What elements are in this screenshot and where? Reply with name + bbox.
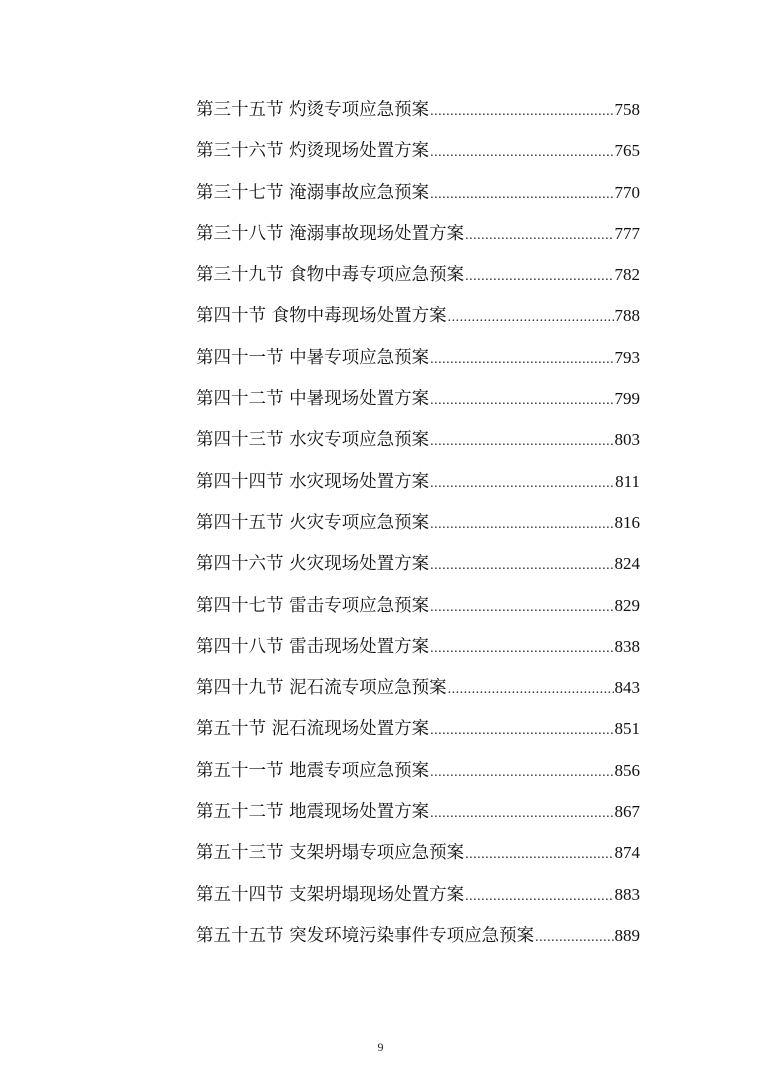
toc-dot-leader	[465, 881, 613, 911]
toc-section-title: 支架坍塌现场处置方案	[289, 884, 465, 905]
toc-entry	[196, 179, 640, 220]
toc-entry-title	[196, 96, 429, 124]
toc-entry	[196, 633, 640, 674]
toc-entry	[196, 509, 640, 550]
toc-page-number: 874	[614, 843, 640, 863]
toc-page-number: 867	[614, 802, 640, 822]
toc-section-title: 泥石流专项应急预案	[289, 678, 447, 699]
toc-entry-title	[196, 468, 429, 496]
toc-entry-title	[196, 633, 429, 661]
toc-section-title: 中暑现场处置方案	[289, 389, 430, 410]
toc-entry-title	[196, 344, 429, 372]
toc-page-number: 793	[614, 347, 640, 367]
toc-section-number: 第五十一节	[196, 760, 284, 781]
toc-dot-leader	[430, 592, 613, 622]
toc-section-number: 第四十二节	[196, 389, 284, 410]
toc-dot-leader	[430, 757, 613, 787]
toc-entry-title	[196, 302, 447, 330]
toc-entry	[196, 302, 640, 343]
toc-section-number: 第三十六节	[196, 141, 284, 162]
toc-page-number: 838	[614, 636, 640, 656]
toc-page-number: 799	[614, 389, 640, 409]
toc-entry	[196, 922, 640, 963]
toc-page-number: 777	[614, 223, 640, 243]
toc-entry	[196, 881, 640, 922]
toc-dot-leader	[465, 839, 613, 869]
toc-dot-leader	[430, 344, 613, 374]
toc-section-number: 第五十五节	[196, 925, 284, 946]
toc-entry-title	[196, 798, 429, 826]
toc-dot-leader	[465, 220, 613, 250]
toc-entry-title	[196, 839, 464, 867]
toc-section-title: 雷击现场处置方案	[289, 636, 430, 657]
toc-section-title: 火灾专项应急预案	[289, 512, 430, 533]
toc-entry-title	[196, 179, 429, 207]
toc-section-number: 第四十七节	[196, 595, 284, 616]
toc-section-title: 水灾专项应急预案	[289, 430, 430, 451]
toc-page-number: 816	[614, 512, 640, 532]
toc-dot-leader	[430, 798, 613, 828]
toc-section-number: 第四十九节	[196, 678, 284, 699]
toc-page-number: 856	[614, 760, 640, 780]
toc-section-number: 第五十二节	[196, 802, 284, 823]
toc-entry	[196, 220, 640, 261]
toc-entry	[196, 674, 640, 715]
toc-section-number: 第四十节	[196, 306, 266, 327]
toc-entry-title	[196, 550, 429, 578]
toc-dot-leader	[535, 922, 613, 952]
toc-section-title: 地震专项应急预案	[289, 760, 430, 781]
toc-entry	[196, 96, 640, 137]
toc-dot-leader	[430, 550, 613, 580]
toc-section-title: 中暑专项应急预案	[289, 347, 430, 368]
toc-dot-leader	[430, 179, 613, 209]
toc-entry-title	[196, 509, 429, 537]
toc-entry-title	[196, 881, 464, 909]
toc-dot-leader	[448, 302, 614, 332]
toc-section-number: 第四十三节	[196, 430, 284, 451]
toc-entry-title	[196, 385, 429, 413]
toc-section-title: 火灾现场处置方案	[289, 554, 430, 575]
toc-dot-leader	[430, 426, 613, 456]
toc-entry-title	[196, 715, 429, 743]
toc-section-number: 第四十八节	[196, 636, 284, 657]
toc-section-number: 第五十节	[196, 719, 266, 740]
toc-entry-title	[196, 674, 447, 702]
toc-dot-leader	[430, 96, 613, 126]
toc-entry-title	[196, 261, 464, 289]
toc-dot-leader	[465, 261, 613, 291]
toc-section-number: 第三十八节	[196, 223, 284, 244]
toc-section-title: 灼烫专项应急预案	[289, 100, 430, 120]
toc-section-number: 第四十四节	[196, 471, 284, 492]
toc-page-number: 758	[614, 100, 640, 119]
toc-section-title: 食物中毒专项应急预案	[289, 265, 465, 286]
toc-entry	[196, 757, 640, 798]
toc-entry	[196, 715, 640, 756]
toc-entry-title	[196, 426, 429, 454]
toc-section-title: 淹溺事故应急预案	[289, 182, 430, 203]
toc-section-number: 第三十七节	[196, 182, 284, 203]
toc-entry	[196, 798, 640, 839]
toc-page-number: 889	[614, 925, 640, 945]
toc-section-number: 第三十五节	[196, 100, 284, 120]
toc-dot-leader	[430, 385, 613, 415]
toc-section-title: 灼烫现场处置方案	[289, 141, 430, 162]
toc-page-number: 843	[614, 678, 640, 698]
toc-dot-leader	[430, 468, 614, 498]
toc-entry	[196, 468, 640, 509]
toc-section-title: 淹溺事故现场处置方案	[289, 223, 465, 244]
toc-entry-title	[196, 592, 429, 620]
toc-section-number: 第四十六节	[196, 554, 284, 575]
toc-section-title: 支架坍塌专项应急预案	[289, 843, 465, 864]
toc-section-title: 地震现场处置方案	[289, 802, 430, 823]
toc-entry	[196, 137, 640, 178]
toc-entry-title	[196, 757, 429, 785]
toc-entry	[196, 261, 640, 302]
toc-section-title: 食物中毒现场处置方案	[271, 306, 447, 327]
toc-entry	[196, 839, 640, 880]
toc-dot-leader	[430, 509, 613, 539]
toc-dot-leader	[430, 137, 613, 167]
toc-page-number: 824	[614, 554, 640, 574]
toc-page-number: 770	[614, 182, 640, 202]
toc-page-number: 829	[614, 595, 640, 615]
toc-section-title: 泥石流现场处置方案	[271, 719, 430, 740]
toc-section-number: 第五十四节	[196, 884, 284, 905]
toc-entry	[196, 592, 640, 633]
toc-page-number: 803	[614, 430, 640, 450]
toc-page-number: 782	[614, 265, 640, 285]
toc-page-number: 788	[614, 306, 640, 326]
page-number: 9	[377, 1040, 384, 1054]
toc-page-number: 811	[615, 471, 640, 491]
toc-page-number: 883	[614, 884, 640, 904]
toc-entry	[196, 385, 640, 426]
toc-section-number: 第五十三节	[196, 843, 284, 864]
toc-entry	[196, 426, 640, 467]
toc-section-number: 第四十五节	[196, 512, 284, 533]
toc-entry	[196, 550, 640, 591]
toc-entry-title	[196, 137, 429, 165]
toc-section-number: 第三十九节	[196, 265, 284, 286]
toc-dot-leader	[430, 715, 613, 745]
toc-section-title: 水灾现场处置方案	[289, 471, 430, 492]
toc-section-title: 雷击专项应急预案	[289, 595, 430, 616]
toc-section-number: 第四十一节	[196, 347, 284, 368]
toc-entry	[196, 344, 640, 385]
toc-section-title: 突发环境污染事件专项应急预案	[289, 925, 535, 946]
toc-page-number: 765	[614, 141, 640, 161]
table-of-contents	[196, 96, 640, 963]
toc-entry-title	[196, 220, 464, 248]
toc-dot-leader	[430, 633, 613, 663]
toc-dot-leader	[448, 674, 614, 704]
toc-page-number: 851	[614, 719, 640, 739]
toc-entry-title	[196, 922, 534, 950]
